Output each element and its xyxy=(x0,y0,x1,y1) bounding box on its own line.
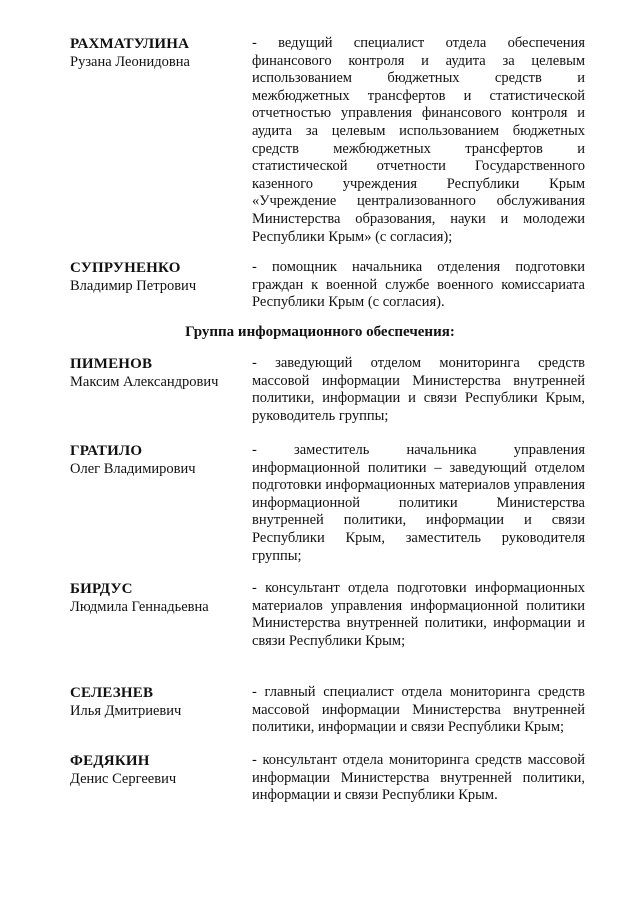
member-surname: ГРАТИЛО xyxy=(70,443,143,459)
member-given-name: Владимир Петрович xyxy=(70,278,197,294)
member-name xyxy=(70,580,248,616)
member-surname: ФЕДЯКИН xyxy=(70,753,150,769)
member-description: - консультант отдела подготовки информационных материалов управления информационной политики Министерства внутренней политики, информации и связи Республики Крым; xyxy=(252,580,585,649)
member-description: - заведующий отделом мониторинга средств массовой информации Министерства внутренней политики, информации и связи Республики Крым, руководитель группы; xyxy=(252,355,585,424)
member-given-name: Олег Владимирович xyxy=(70,461,196,477)
member-description: - помощник начальника отделения подготовки граждан к военной службе военного комиссариата Республики Крым (с согласия). xyxy=(252,259,585,311)
member-given-name: Людмила Геннадьевна xyxy=(70,599,209,615)
member-surname: РАХМАТУЛИНА xyxy=(70,36,190,52)
member-description: - главный специалист отдела мониторинга средств массовой информации Министерства внутренней политики, информации и связи Республики Крым; xyxy=(252,684,585,736)
member-surname: СУПРУНЕНКО xyxy=(70,260,181,276)
member-given-name: Максим Александрович xyxy=(70,374,219,390)
member-name xyxy=(70,35,248,71)
member-surname: ПИМЕНОВ xyxy=(70,356,153,372)
member-description: - ведущий специалист отдела обеспечения финансового контроля и аудита за целевым использованием бюджетных средств и межбюджетных трансфертов и статистической отчетностью управления финансового контроля и аудита за целевым использованием бюджетных средств межбюджетных трансфертов и статистической отчетности Государственного казенного учреждения Республики Крым «Учреждение централизованного обслуживания Министерства образования, науки и молодежи Республики Крым» (с согласия); xyxy=(252,35,585,245)
group-title: Группа информационного обеспечения: xyxy=(185,324,455,340)
member-surname: СЕЛЕЗНЕВ xyxy=(70,685,154,701)
member-surname: БИРДУС xyxy=(70,581,133,597)
member-given-name: Денис Сергеевич xyxy=(70,771,177,787)
member-name xyxy=(70,355,248,391)
member-given-name: Илья Дмитриевич xyxy=(70,703,182,719)
member-given-name: Рузана Леонидовна xyxy=(70,54,190,70)
member-name xyxy=(70,752,248,788)
member-name xyxy=(70,442,248,478)
member-name xyxy=(70,259,248,295)
member-description: - консультант отдела мониторинга средств массовой информации Министерства внутренней политики, информации и связи Республики Крым. xyxy=(252,752,585,804)
member-description: - заместитель начальника управления информационной политики – заведующий отделом подготовки информационных материалов управления информационной политики Министерства внутренней политики, информации и связи Республики Крым, заместитель руководителя группы; xyxy=(252,442,585,564)
member-name xyxy=(70,684,248,720)
